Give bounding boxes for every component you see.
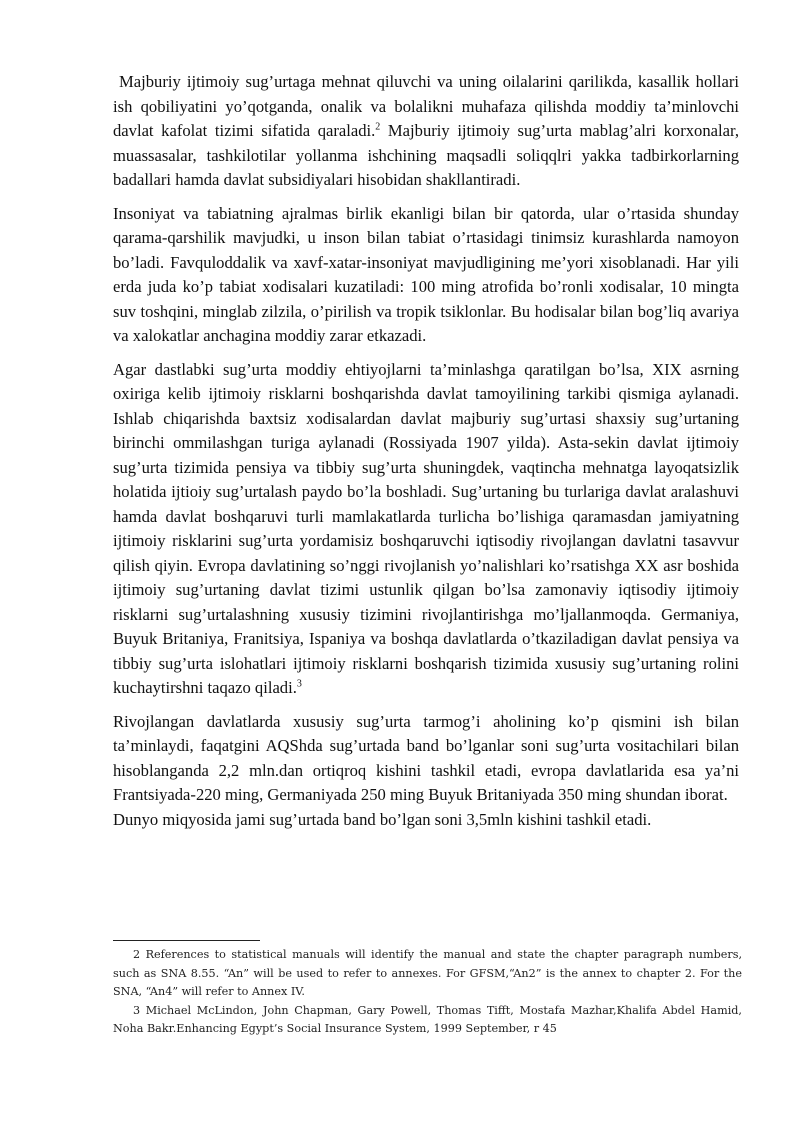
footnotes [113,946,742,1039]
paragraph-text: Rivojlangan davlatlarda xususiy sug’urta tarmog’i aholining ko’p qismini ish bilan ta’minlaydi, faqatgini AQShda sug’urtada band bo’lganlar soni sug’urta vositachilari bilan hisoblanganda 2,2 mln.dan ortiqroq kishini tashkil etadi, evropa davlatlarida esa ya’ni Frantsiyada-220 ming, Germaniyada 250 ming Buyuk Britaniyada 350 ming shundan iborat. [113,711,739,804]
paragraph-text: Agar dastlabki sug’urta moddiy ehtiyojlarni ta’minlashga qaratilgan bo’lsa, XIX asrning oxiriga kelib ijtimoiy risklarni boshqarishda davlat tamoyilining tarkibi qismiga aylanadi. Ishlab chiqarishda baxtsiz xodisalardan davlat majburiy sug’urtasi shaxsiy sug’urtaning birinchi ommilashgan turiga aylanadi (Rossiyada 1907 yilda). Asta-sekin davlat ijtimoiy sug’urta tizimida pensiya va tibbiy sug’urta shuningdek, vaqtincha mehnatga layoqatsizlik holatida ijtioiy sug’urtalash paydo bo’la boshladi. Sug’urtaning bu turlariga davlat aralashuvi hamda davlat boshqaruvi turli mamlakatlarda turlicha bo’lishiga qaramasdan jamiyatning ijtimoiy risklarini sug’urta yordamisiz boshqaruvchi iqtisodiy rivojlangan davlatni tasavvur qilish qiyin. Evropa davlatining so’nggi rivojlanish yo’nalishlari ko’rsatishga XX asr boshida ijtimoiy sug’urtaning davlat tizimi ustunlik qilgan bo’lsa zamonaviy iqtisodiy ijtimoiy risklarni sug’urtalashning xususiy tizimini rivojlantirishga mo’ljallanmoqda. Germaniya, Buyuk Britaniya, Franitsiya, Ispaniya va boshqa davlatlarda o’tkaziladigan davlat pensiya va tibbiy sug’urta islohatlari ijtimoiy risklarni boshqarish tizimida xususiy sug’urtaning rolini kuchaytirshni taqazo qiladi. [113,359,739,697]
document-body [113,70,739,832]
paragraph-text: Majburiy ijtimoiy sug’urtaga mehnat qiluvchi va uning oilalarini qarilikda, kasallik hollari ish qobiliyatini yo’qotganda, onalik va bolalikni muhafaza qilishda moddiy ta’minlovchi davlat kafolat tizimi sifatida qaraladi. [113,72,739,140]
paragraph-text: Dunyo miqyosida jami sug’urtada band bo’lgan soni 3,5mln kishini tashkil etadi. [113,809,652,829]
footnote-3: 3 Michael McLindon, John Chapman, Gary Powell, Thomas Tifft, Mostafa Mazhar,Khalifa Abdel Hamid, Noha Bakr.Enhancing Egypt’s Social Insurance System, 1999 September, r 45 [113,1003,742,1036]
footnote-ref-3[interactable]: 3 [296,678,302,690]
paragraph-text-continued: Majburiy ijtimoiy sug’urta mablag’alri korxonalar, muassasalar, tashkilotilar yollanma ishchining maqsadli soliqqlri yakka tadbirkorlarning badallari hamda davlat subsidiyalari hisobidan shakllantiradi. [113,121,739,189]
paragraph-insurance-history [113,358,739,701]
paragraph-world-employment [113,808,739,833]
paragraph-nature-hazards [113,202,739,349]
footnote-separator [113,940,260,941]
paragraph-private-insurance [113,710,739,808]
footnote-ref-2[interactable]: 2 [375,121,381,133]
footnote-2: 2 References to statistical manuals will identify the manual and state the chapter paragraph numbers, such as SNA 8.55. “An” will be used to refer to annexes. For GFSM,“An2” is the annex to chapter 2. For the SNA, “An4” will refer to Annex IV. [113,948,742,999]
paragraph-social-insurance [113,70,739,193]
paragraph-text: Insoniyat va tabiatning ajralmas birlik ekanligi bilan bir qatorda, ular o’rtasida shunday qarama-qarshilik mavjudki, u inson bilan tabiat o’rtasidagi tinimsiz kurashlarda namoyon bo’ladi. Favquloddalik va xavf-xatar-insoniyat mavjudligining me’yori xisoblanadi. Har yili erda juda ko’p tabiat xodisalari kuzatiladi: 100 ming atrofida bo’ronli xodisalar, 10 mingta suv toshqini, minglab zilzila, o’pirilish va tropik tsiklonlar. Bu hodisalar bilan bog’liq avariya va xalokatlar anchagina moddiy zarar etkazadi. [113,203,739,345]
